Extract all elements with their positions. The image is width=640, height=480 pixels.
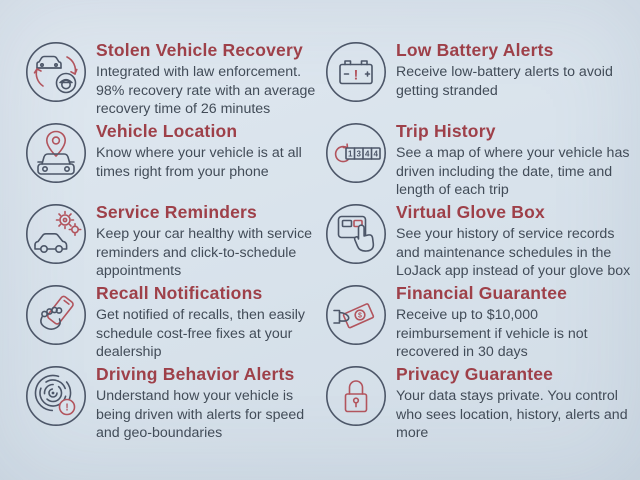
privacy-guarantee-icon xyxy=(325,365,387,427)
feature-description: Integrated with law enforcement. 98% recovery rate with an average recovery time of 26 minutes xyxy=(96,64,316,117)
feature-description: Receive up to $10,000 reimbursement if vehicle is not recovered in 30 days xyxy=(396,307,588,360)
feature-service-reminders xyxy=(25,201,325,282)
battery-alert-glyph: ! xyxy=(353,66,359,83)
behavior-alert-glyph: ! xyxy=(65,402,69,414)
feature-title: Service Reminders xyxy=(96,202,257,222)
feature-text xyxy=(96,363,325,443)
feature-virtual-glove-box xyxy=(325,201,640,282)
feature-title: Financial Guarantee xyxy=(396,283,568,303)
feature-description: Keep your car healthy with service reminders and click-to-schedule appointments xyxy=(96,226,313,279)
recall-notifications-icon xyxy=(25,284,87,346)
left-column xyxy=(25,39,325,444)
feature-title: Low Battery Alerts xyxy=(396,40,554,60)
feature-vehicle-location xyxy=(25,120,325,201)
feature-title: Stolen Vehicle Recovery xyxy=(96,40,303,60)
feature-driving-behavior-alerts xyxy=(25,363,325,444)
feature-text xyxy=(396,120,640,200)
driving-behavior-alerts-icon xyxy=(25,365,87,427)
right-column xyxy=(325,39,640,444)
feature-text xyxy=(396,363,634,443)
feature-financial-guarantee xyxy=(325,282,640,363)
feature-title: Privacy Guarantee xyxy=(396,364,554,384)
feature-low-battery-alerts xyxy=(325,39,640,120)
odometer-digit: 1 xyxy=(347,149,353,159)
feature-stolen-vehicle-recovery xyxy=(25,39,325,120)
feature-recall-notifications xyxy=(25,282,325,363)
features-grid xyxy=(25,39,640,444)
dollar-glyph: $ xyxy=(358,312,362,320)
odometer-digit: 4 xyxy=(364,149,370,159)
feature-title: Trip History xyxy=(396,121,496,141)
feature-description: Receive low-battery alerts to avoid getting stranded xyxy=(396,64,613,99)
feature-description: Understand how your vehicle is being driven with alerts for speed and geo-boundaries xyxy=(96,388,305,441)
service-reminders-icon xyxy=(25,203,87,265)
odometer-digit: 4 xyxy=(373,149,378,159)
feature-text xyxy=(96,201,325,281)
feature-description: See a map of where your vehicle has driven including the date, time and length of each trip xyxy=(396,145,630,198)
feature-text xyxy=(396,39,640,100)
feature-text xyxy=(396,282,621,362)
vehicle-location-icon xyxy=(25,122,87,184)
feature-text xyxy=(96,120,325,181)
feature-description: Get notified of recalls, then easily schedule cost-free fixes at your dealership xyxy=(96,307,305,360)
financial-guarantee-icon xyxy=(325,284,387,346)
feature-text xyxy=(96,39,325,119)
feature-description: Know where your vehicle is at all times right from your phone xyxy=(96,145,302,180)
feature-text xyxy=(96,282,308,362)
feature-title: Driving Behavior Alerts xyxy=(96,364,295,384)
feature-trip-history xyxy=(325,120,640,201)
virtual-glove-box-icon xyxy=(325,203,387,265)
stolen-vehicle-recovery-icon xyxy=(25,41,87,103)
trip-history-icon xyxy=(325,122,387,184)
low-battery-alerts-icon xyxy=(325,41,387,103)
feature-description: Your data stays private. You control who sees location, history, alerts and more xyxy=(396,388,628,441)
odometer-digit: 3 xyxy=(356,149,361,159)
feature-title: Recall Notifications xyxy=(96,283,263,303)
feature-privacy-guarantee xyxy=(325,363,640,444)
feature-text xyxy=(396,201,640,281)
feature-title: Virtual Glove Box xyxy=(396,202,545,222)
feature-title: Vehicle Location xyxy=(96,121,238,141)
feature-description: See your history of service records and maintenance schedules in the LoJack app instead of your glove box xyxy=(396,226,631,279)
